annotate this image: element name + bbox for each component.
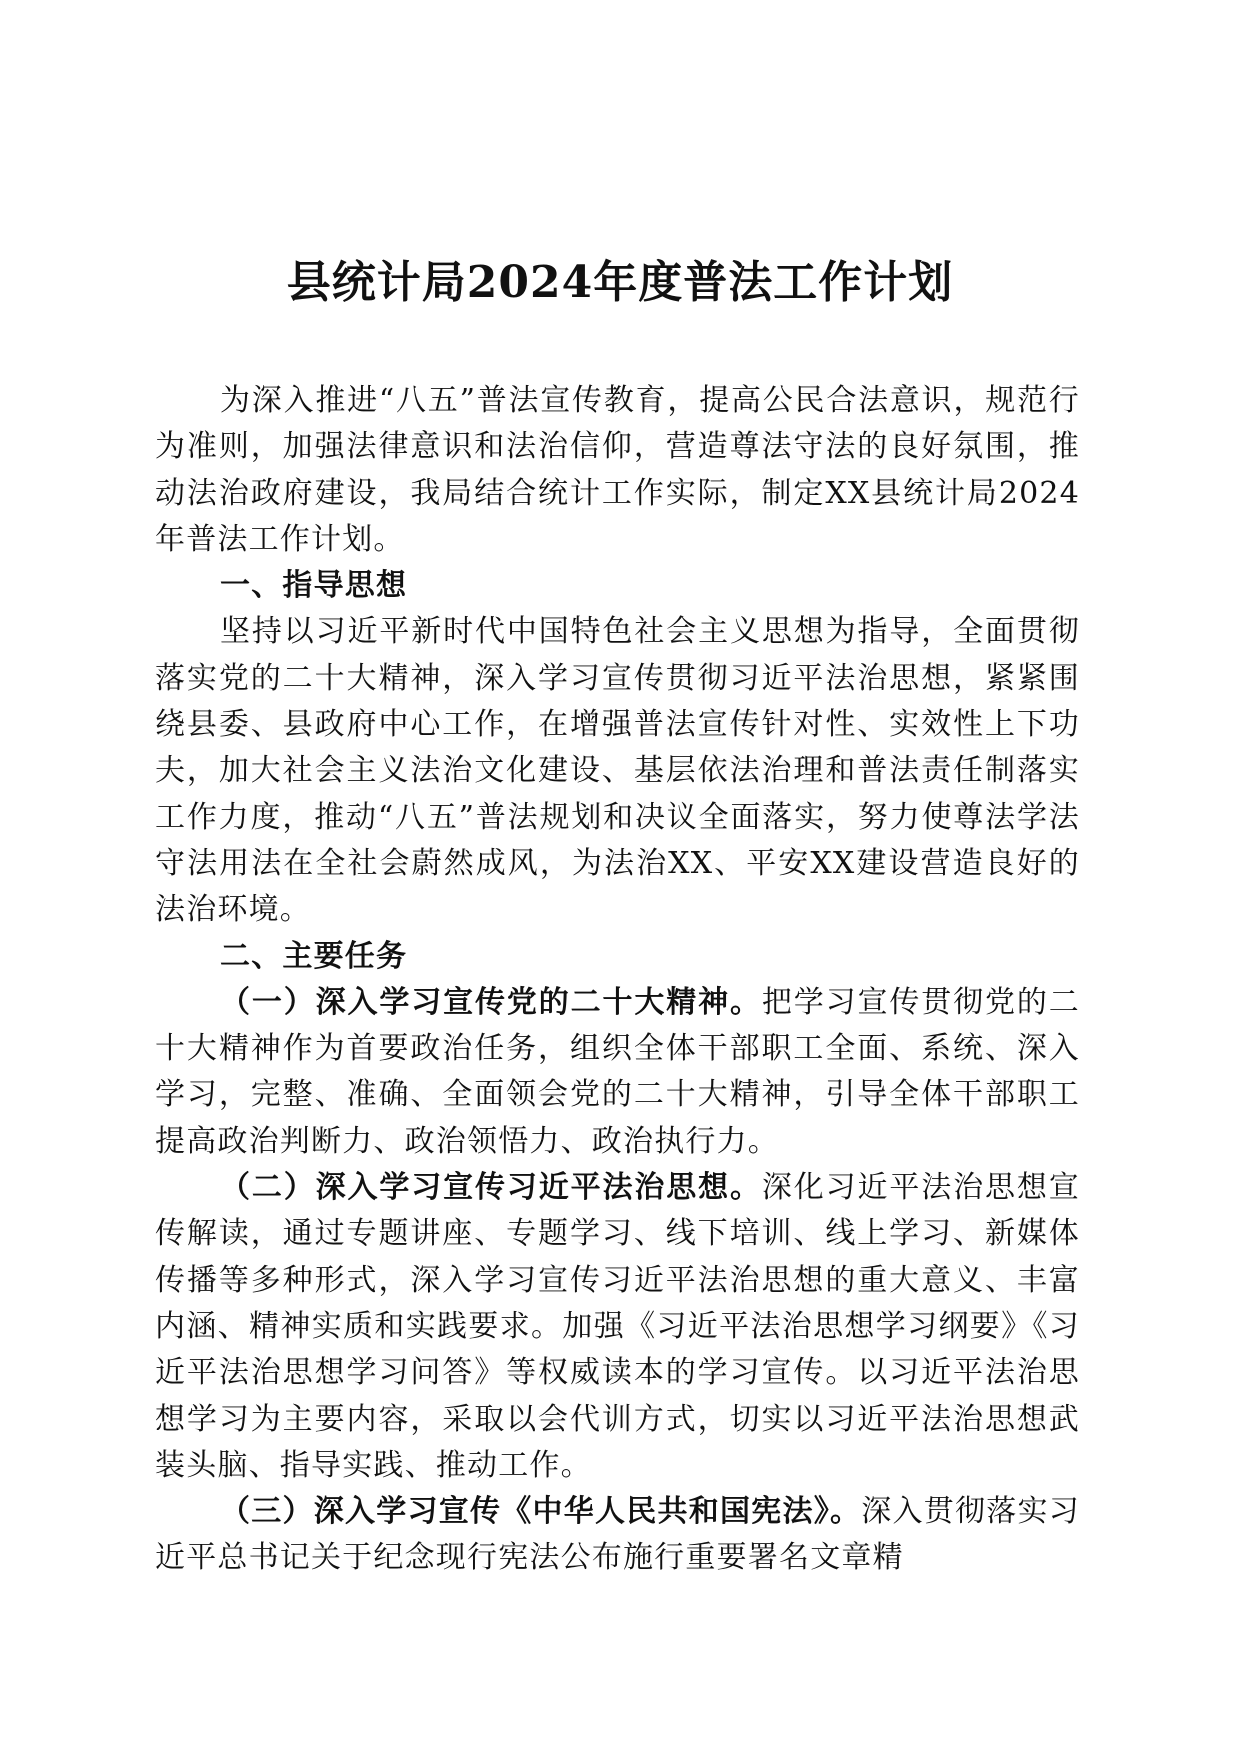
document-body — [155, 378, 1080, 1582]
task-3-lead: （三）深入学习宣传《中华人民共和国宪法》。 — [220, 1494, 862, 1530]
guiding-ideology-paragraph: 坚持以习近平新时代中国特色社会主义思想为指导，全面贯彻落实党的二十大精神，深入学习宣传贯彻习近平法治思想，紧紧围绕县委、县政府中心工作，在增强普法宣传针对性、实效性上下功夫，加大社会主义法治文化建设、基层依法治理和普法责任制落实工作力度，推动“八五”普法规划和决议全面落实，努力使尊法学法守法用法在全社会蔚然成风，为法治XX、平安XX建设营造良好的法治环境。 — [155, 614, 1080, 928]
section-heading-main-tasks: 二、主要任务 — [220, 938, 408, 974]
section-heading-guiding-ideology: 一、指导思想 — [220, 568, 408, 604]
task-2-lead: （二）深入学习宣传习近平法治思想。 — [220, 1170, 762, 1206]
task-1-text: 把学习宣传贯彻党的二十大精神作为首要政治任务，组织全体干部职工全面、系统、深入学习，完整、准确、全面领会党的二十大精神，引导全体干部职工提高政治判断力、政治领悟力、政治执行力。 — [155, 984, 1080, 1159]
intro-paragraph: 为深入推进“八五”普法宣传教育，提高公民合法意识，规范行为准则，加强法律意识和法治信仰，营造尊法守法的良好氛围，推动法治政府建设，我局结合统计工作实际，制定XX县统计局2024年普法工作计划。 — [155, 383, 1080, 557]
document-title: 县统计局2024年度普法工作计划 — [286, 257, 954, 308]
task-2-text: 深化习近平法治思想宣传解读，通过专题讲座、专题学习、线下培训、线上学习、新媒体传播等多种形式，深入学习宣传习近平法治思想的重大意义、丰富内涵、精神实质和实践要求。加强《习近平法治思想学习纲要》《习近平法治思想学习问答》等权威读本的学习宣传。以习近平法治思想学习为主要内容，采取以会代训方式，切实以习近平法治思想武装头脑、指导实践、推动工作。 — [155, 1170, 1080, 1483]
task-1-lead: （一）深入学习宣传党的二十大精神。 — [220, 984, 762, 1020]
task-paragraph-3 — [155, 1489, 1080, 1582]
task-3-text: 深入贯彻落实习近平总书记关于纪念现行宪法公布施行重要署名文章精 — [155, 1494, 1080, 1576]
task-paragraph-2 — [155, 1165, 1080, 1489]
task-paragraph-1 — [155, 980, 1080, 1165]
